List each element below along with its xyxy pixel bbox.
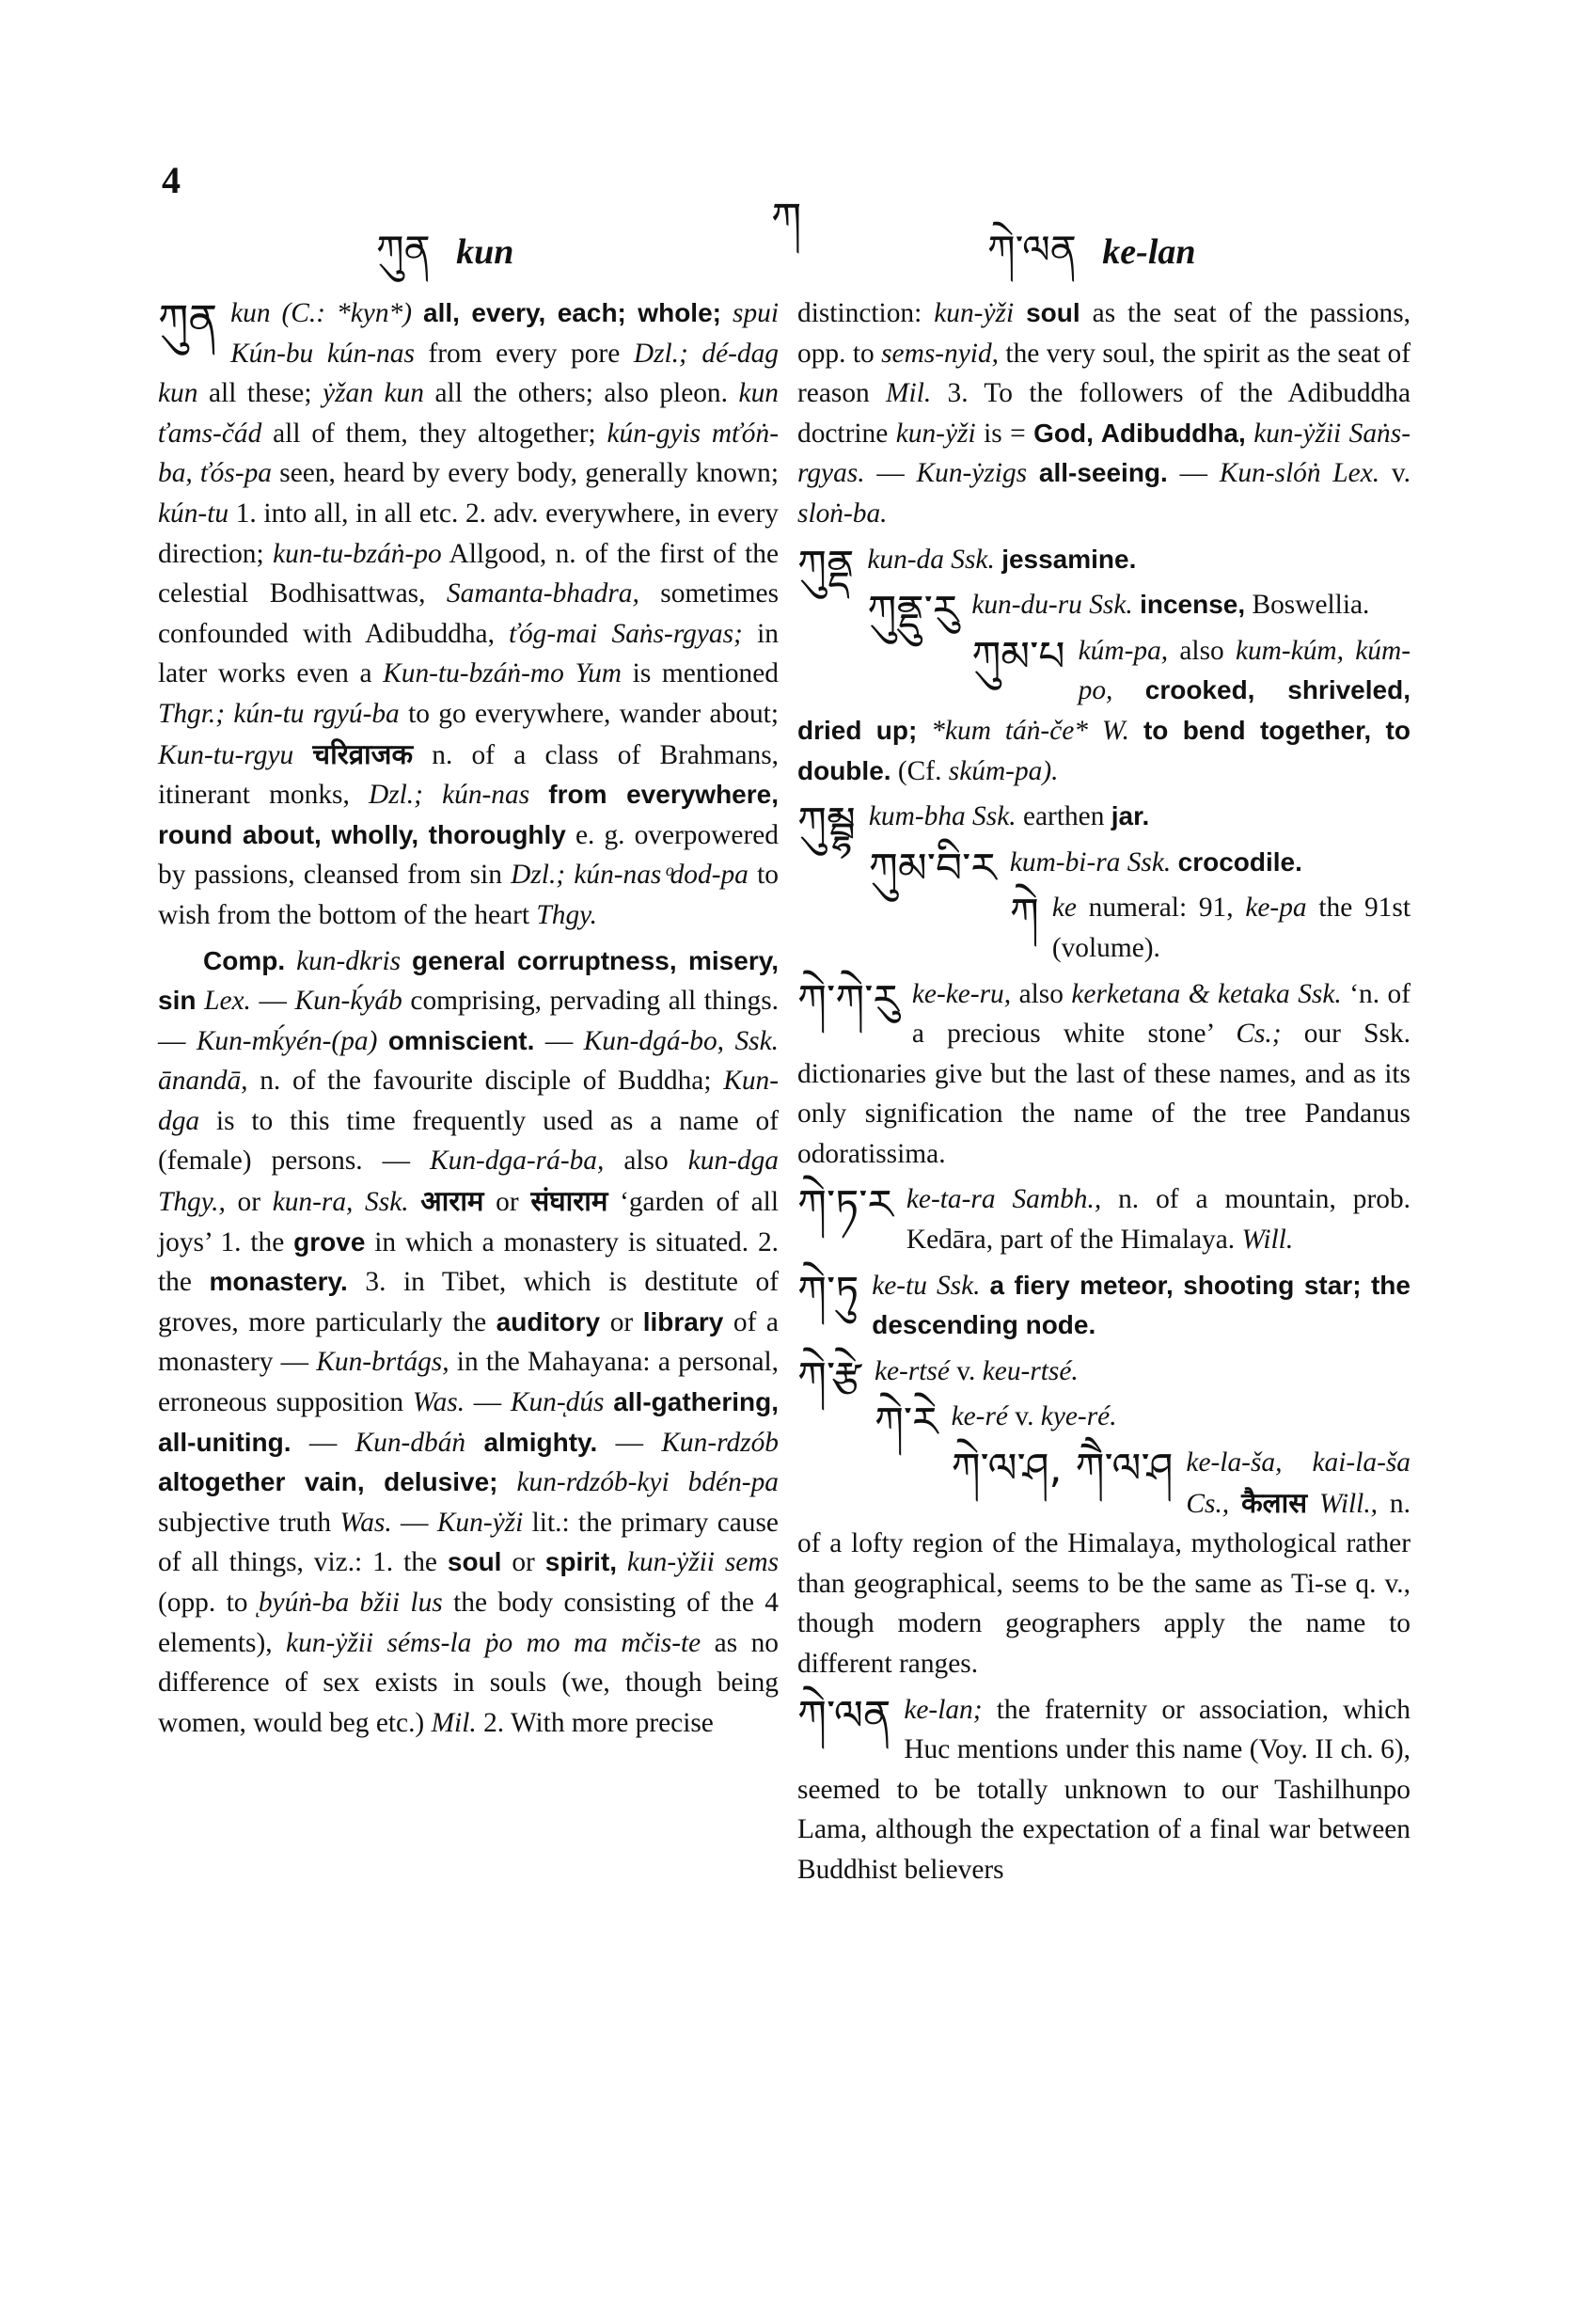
- entry-body: ke-ta-ra Sambh., n. of a mountain, prob. Kedāra, part of the Himalaya. Will.: [906, 1184, 1411, 1256]
- dictionary-entry: [797, 888, 1411, 968]
- page-number: 4: [162, 159, 181, 201]
- compounds-paragraph: Comp. kun-dkris general corruptness, misery, sin Lex. — Kun-ḱyáb comprising, pervading all things. — Kun-mḱyén-(pa) omniscient. — Kun-dgá-bo, Ssk. ānandā, n. of the favourite disciple of Buddha; Kun-dga is to this time frequently used as a name of (female) persons. — Kun-dga-rá-ba, also kun-dga Thgy., or kun-ra, Ssk. आराम or संघाराम ‘garden of all joys’ 1. the grove in which a monastery is situated. 2. the monastery. 3. in Tibet, which is destitute of groves, more particularly the auditory or library of a monastery — Kun-brtágs, in the Mahayana: a personal, erroneous supposition Was. — Kun-ͅdús all-gathering, all-uniting. — Kun-dbáṅ almighty. — Kun-rdzób altogether vain, delusive; kun-rdzób-kyi bdén-pa subjective truth Was. — Kun-ẏži lit.: the primary cause of all things, viz.: 1. the soul or spirit, kun-ẏžii sems (opp. to ͅbyúṅ-ba bžii lus the body consisting of the 4 elements), kun-ẏžii séms-la ṗo mo ma mčis-te as no difference of sex exists in souls (we, though being women, would beg etc.) Mil. 2. With more precise: [158, 945, 780, 1738]
- running-head-left-roman: kun: [456, 232, 514, 272]
- continued-entry: distinction: kun-ẏži soul as the seat of the passions, opp. to sems-nyid, the very soul, the spirit as the seat of reason Mil. 3. To the followers of the Adibuddha doctrine kun-ẏži is = God, Adibuddha, kun-ẏžii Saṅs-rgyas. — Kun-ẏzigs all-seeing. — Kun-slóṅ Lex. v. sloṅ-ba.: [797, 298, 1411, 529]
- entry-body: kun (C.: *kyn*) all, every, each; whole; spui Kún-bu kún-nas from every pore Dzl.; dé-dag kun all these; ẏžan kun all the others; also pleon. kun ťams-čád all of them, they altogether; kún-gyis mťóṅ-ba, ťós-pa seen, heard by every body, generally known; kún-tu 1. into all, in all etc. 2. adv. everywhere, in every direction; kun-tu-bzáṅ-po Allgood, n. of the first of the celestial Bodhisattwas, Samanta-bhadra, sometimes confounded with Adibuddha, ťóg-mai Saṅs-rgyas; in later works even a Kun-tu-bzáṅ-mo Yum is mentioned Thgr.; kún-tu rgyú-ba to go everywhere, wander about; Kun-tu-rgyu चरिव्राजक n. of a class of Brahmans, itinerant monks, Dzl.; kún-nas from everywhere, round about, wholly, thoroughly e. g. overpowered by passions, cleansed from sin Dzl.; kún-nas ͦdod-pa to wish from the bottom of the heart Thgy.: [158, 298, 780, 930]
- entry-body: ke-ke-ru, also kerketana & ketaka Ssk. ‘n. of a precious white stone’ Cs.; our Ssk. dictionaries give but the last of these names, and as its only signification the name of the tree Pandanus odoratissima.: [797, 978, 1411, 1169]
- entry-body: ke-ré v. kye-ré.: [951, 1401, 1117, 1432]
- entry-tibetan-headword: ཀུན: [158, 294, 218, 345]
- left-column: [158, 293, 779, 1748]
- entry-body: kum-bha Ssk. earthen jar.: [868, 801, 1150, 832]
- running-head-right-tibetan: ཀེ་ལན: [987, 229, 1077, 273]
- entry-tibetan-headword: ཀུམྦྷ: [797, 798, 856, 847]
- entry-tibetan-headword: ཀེ་ཏ་ར: [797, 1181, 893, 1230]
- dictionary-entry: [797, 1443, 1411, 1684]
- entry-tibetan-headword: ཀེ་ལན: [797, 1691, 891, 1740]
- dictionary-entry: [797, 1179, 1411, 1259]
- dictionary-entry: [797, 797, 1411, 847]
- dictionary-entry: [797, 1397, 1411, 1447]
- entry-body: ke-rtsé v. keu-rtsé.: [874, 1355, 1079, 1386]
- entry-body: ke-tu Ssk. a fiery meteor, shooting star; the descending node.: [872, 1270, 1411, 1340]
- entry-tibetan-headword: ཀེ: [1009, 890, 1039, 939]
- entry-tibetan-headword: ཀེ་ཏུ: [797, 1267, 859, 1316]
- entry-body: ke-la-ša, kai-la-ša Cs., कैलास Will., n. of a lofty region of the Himalaya, mythological rather than geographical, seems to be the same as Ti-se q. v., though modern geographers apply the name to different ranges.: [797, 1447, 1411, 1679]
- dictionary-entry: [797, 974, 1411, 1175]
- dictionary-entry: [797, 1352, 1411, 1401]
- section-letter: ཀ: [771, 195, 802, 243]
- dictionary-entry: [158, 293, 779, 936]
- dictionary-entry: [797, 843, 1411, 893]
- entry-tibetan-headword: ཀུནྡུ་རུ: [867, 587, 959, 636]
- dictionary-entry: [797, 1690, 1411, 1890]
- right-column: [797, 293, 1411, 1896]
- entry-tibetan-headword: ཀུམ་བི་ར: [868, 844, 997, 893]
- running-head-left-tibetan: ཀུན: [376, 229, 431, 273]
- entry-body: kun-du-ru Ssk. incense, Boswellia.: [971, 590, 1370, 621]
- running-head-right-roman: ke-lan: [1102, 232, 1196, 272]
- dictionary-entry: [797, 631, 1411, 791]
- entry-body: ke-lan; the fraternity or association, which Huc mentions under this name (Voy. II ch. 6), seemed to be totally unknown to our Tashilhunpo Lama, although the expectation of a final war between Buddhist believers: [797, 1694, 1411, 1885]
- entry-tibetan-headword: ཀེ་རྩེ: [797, 1352, 861, 1401]
- entry-tibetan-headword: ཀེ་ལ་ཤ, ཀཻ་ལ་ཤ: [951, 1445, 1174, 1494]
- entry-tibetan-headword: ཀེ་ཀེ་རུ: [797, 975, 899, 1024]
- entry-tibetan-headword: ཀུམ་པ: [971, 632, 1065, 681]
- entry-list: [797, 540, 1411, 1890]
- dictionary-entry: [797, 1266, 1411, 1346]
- dictionary-entry: [797, 540, 1411, 590]
- entry-tibetan-headword: ཀེ་རེ: [874, 1399, 938, 1447]
- entry-body: ke numeral: 91, ke-pa the 91st (volume).: [1051, 893, 1411, 963]
- entry-body: kun-da Ssk. jessamine.: [867, 544, 1137, 575]
- entry-tibetan-headword: ཀུནྡ: [797, 541, 855, 590]
- entry-body: kum-bi-ra Ssk. crocodile.: [1009, 846, 1302, 877]
- entry-body: kúm-pa, also kum-kúm, kúm-po, crooked, shriveled, dried up; *kum táṅ-če* W. to bend together, to double. (Cf. skúm-pa).: [797, 635, 1411, 786]
- dictionary-entry: [797, 585, 1411, 636]
